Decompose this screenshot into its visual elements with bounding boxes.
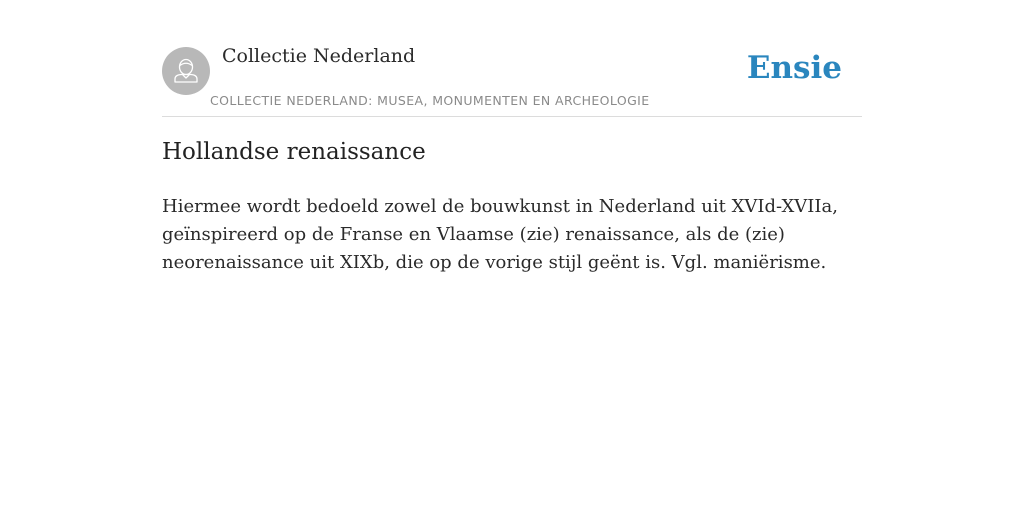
person-silhouette-icon bbox=[162, 47, 210, 95]
entry-text: Hiermee wordt bedoeld zowel de bouwkunst in Nederland uit XVId-XVIIa, geïnspireerd op de Franse en Vlaamse (zie) renaissance, als de (zie) neorenaissance uit XIXb, die op de vorige stijl geënt is. Vgl. maniërisme. bbox=[162, 196, 838, 273]
entry-title: Hollandse renaissance bbox=[162, 139, 426, 165]
source-name-link[interactable]: Collectie Nederland bbox=[222, 45, 416, 67]
source-subtitle: COLLECTIE NEDERLAND: MUSEA, MONUMENTEN EN ARCHEOLOGIE bbox=[210, 93, 650, 108]
user-avatar-icon[interactable] bbox=[162, 47, 210, 95]
brand-logo[interactable]: Ensie bbox=[746, 50, 842, 86]
page-header bbox=[162, 0, 862, 117]
